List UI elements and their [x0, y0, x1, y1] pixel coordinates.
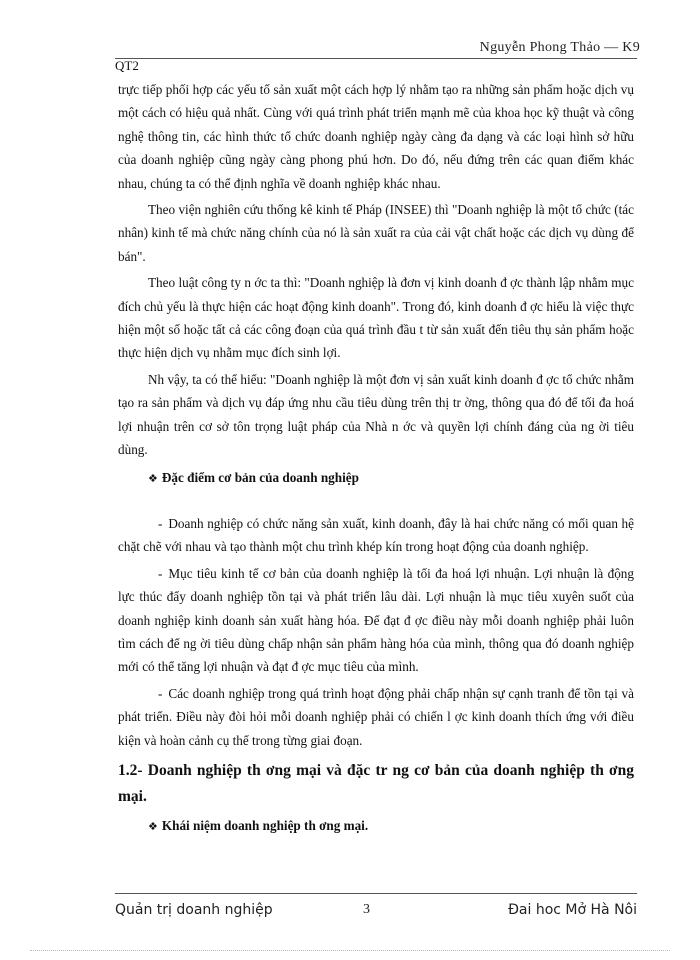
bullet-item-3-text: Các doanh nghiệp trong quá trình hoạt động phải chấp nhận sự cạnh tranh để tồn tại và phát triển. Điều này đòi hỏi mỗi doanh nghiệp phải có chiến l ợc kinh doanh thích ứng với điều kiện và hoàn cảnh cụ thể trong từng giai đoạn. — [118, 685, 634, 748]
header-rule — [115, 58, 637, 59]
footer-right: Đai hoc Mở Hà Nôi — [508, 902, 637, 918]
page-body — [118, 78, 634, 840]
page-edge — [30, 950, 670, 951]
footer-left: Quản trị doanh nghiệp — [115, 902, 273, 918]
bullet-item-3 — [118, 682, 634, 752]
page-number: 3 — [363, 902, 370, 917]
section-heading-1-2: 1.2- Doanh nghiệp th ơng mại và đặc tr ng cơ bản của doanh nghiệp th ơng mại. — [118, 761, 634, 805]
subheading-characteristics-text: Đặc điểm cơ bản của doanh nghiệp — [161, 469, 359, 485]
paragraph-4: Nh vậy, ta có thể hiểu: "Doanh nghiệp là một đơn vị sản xuất kinh doanh đ ợc tổ chức nhằm tạo ra sản phẩm và dịch vụ đáp ứng nhu cầu tiêu dùng trên thị tr ờng, thông qua đó để tối đa hoá lợi nhuận trên cơ sở tôn trọng luật pháp của Nhà n ớc và quyền lợi chính đáng của ng ời tiêu dùng. — [118, 371, 634, 458]
dash-marker: - — [158, 685, 163, 701]
paragraph-3: Theo luật công ty n ớc ta thì: "Doanh nghiệp là đơn vị kinh doanh đ ợc thành lập nhằm mục đích chủ yếu là thực hiện các hoạt động kinh doanh". Trong đó, kinh doanh đ ợc hiểu là việc thực hiện một số hoặc tất cả các công đoạn của quá trình đầu t từ sản xuất đến tiêu thụ sản phẩm hoặc thực hiện dịch vụ nhằm mục đích sinh lợi. — [118, 275, 634, 361]
bullet-item-1-text: Doanh nghiệp có chức năng sản xuất, kinh doanh, đây là hai chức năng có mối quan hệ chặt chẽ với nhau và tạo thành một chu trình khép kín trong hoạt động của doanh nghiệp. — [118, 515, 634, 555]
page-footer — [115, 902, 637, 922]
footer-rule — [115, 893, 637, 894]
bullet-item-2 — [118, 562, 634, 679]
header-author: Nguyễn Phong Thảo — K9 — [479, 40, 640, 55]
dash-marker: - — [158, 515, 163, 531]
bullet-item-1 — [118, 512, 634, 559]
spacer — [118, 492, 634, 512]
diamond-bullet-icon: ❖ — [148, 819, 158, 833]
paragraph-1: trực tiếp phối hợp các yếu tố sản xuất một cách hợp lý nhằm tạo ra những sản phẩm hoặc dịch vụ một cách có hiệu quả nhất. Cùng với quá trình phát triển mạnh mẽ của khoa học kỹ thuật và công nghệ thông tin, các hình thức tổ chức doanh nghiệp ngày càng đa dạng và các loại hình sở hữu của doanh nghiệp cũng ngày càng phong phú hơn. Do đó, nếu đứng trên các quan điểm khác nhau, chúng ta có thể định nghĩa về doanh nghiệp khác nhau. — [118, 82, 634, 191]
paragraph-2: Theo viện nghiên cứu thống kê kinh tế Pháp (INSEE) thì "Doanh nghiệp là một tổ chức (tác nhân) kinh tế mà chức năng chính của nó là sản xuất ra của cải vật chất hoặc các dịch vụ dùng để bán". — [118, 202, 634, 264]
diamond-bullet-icon: ❖ — [148, 471, 158, 485]
subheading-characteristics — [148, 466, 634, 490]
subheading-concept-text: Khái niệm doanh nghiệp th ơng mại. — [161, 817, 369, 833]
header-code: QT2 — [115, 58, 139, 73]
subheading-concept — [148, 814, 634, 838]
dash-marker: - — [158, 565, 163, 581]
bullet-item-2-text: Mục tiêu kinh tế cơ bản của doanh nghiệp là tối đa hoá lợi nhuận. Lợi nhuận là động lực thúc đẩy doanh nghiệp tồn tại và phát triển lâu dài. Lợi nhuận là mục tiêu xuyên suốt của doanh nghiệp kinh doanh sản xuất hàng hóa. Để đạt đ ợc điều này mỗi doanh nghiệp phải luôn tìm cách để ng ời tiêu dùng chấp nhận sản phẩm hàng hóa của mình, thông qua đó doanh nghiệp mới có thể tăng lợi nhuận và đạt đ ợc mục tiêu của mình. — [118, 565, 634, 675]
